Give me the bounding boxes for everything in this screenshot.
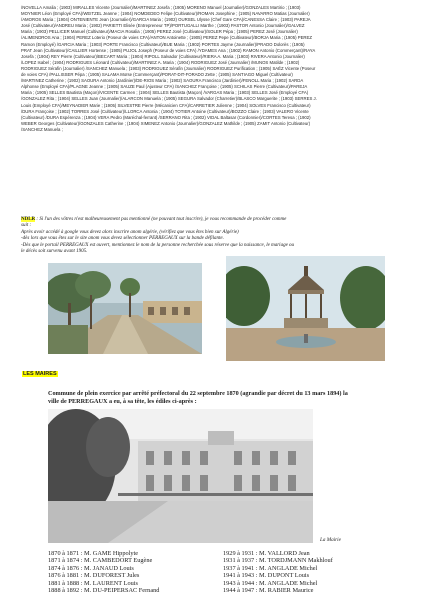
ndlr-label: NDLR: [21, 217, 36, 222]
mayors-list: [48, 550, 398, 594]
intro-text: Commune de plein exercice par arrêté préfectoral du 22 septembre 1870 (agrandie par décret du 13 mars 1894) la ville de PERREGAUX a eu, à sa tête, les édiles ci-après :: [48, 390, 348, 405]
note-text: -Dès que le portail PERREGAUX est ouvert, mentionnez le nom de la personne recherchée sous réserve que la naissance, le mariage ou: [21, 242, 295, 248]
list-line: Ramon (Employé) /GARCIA Maria ; (1903) PORTE Francisco (Cultivateur)/BUE Maria ; (1902) PORTES Jayme (Journalier)/PRADO Dolorès ; (1905): [21, 41, 305, 47]
list-line: PRAT Jean (Cultivateur)/CAILLIER Hortense ; (1905) PUJOL Joseph (Poseur de voies CFA) /YDAMES Ana ; (1902) RAMON Antonio (Commerçant)/RAYA: [21, 47, 316, 53]
list-line: WEBER Georges (Cultivateur)/GONZALES Catherine ; (1904) XIMENEZ Antonio (Journalier)/GONZALEZ Mathilde ; (1905) ZAMIT Antonio (Cultivateur): [21, 120, 311, 126]
list-item: 1881 à 1888 : M. LAURENT Louis 1943 à 1944 : M. ANGLADE Michel: [48, 579, 318, 587]
note-text: Après avoir accédé à google vous devez alors inscrire anom algérie, (vérifiez que vous êtes bien sur Algérie): [21, 229, 239, 235]
list-line: José (Cultivateur)/ANDREU Maria ; (1902) PARIETTI Elisée (Entrepreneur TP)/PORTUGALLI Marthe ; (1903) PASTOR Antonio (Journalier)/GALVEZ: [21, 23, 305, 29]
note-text: suit :: [21, 223, 32, 229]
list-line: /DURA Françoise ; (1902) TORRES José (Cultivateur)/LLORCA Antonia ; (1904) TOTIER Antoine (Cultivateur)/BOZZO Claire ; (1903) VALERO Vicente: [21, 108, 309, 114]
editor-note: [21, 217, 411, 255]
list-line: Alphonse (Employé CFA)/PLAGNE Jeanne ; (1905) SAUZE Paul (Ajusteur CFA) /SANCHEZ Françoise ; (1905) SCHILAS Pierre (Cultivateur)/PAREJA: [21, 84, 308, 90]
list-line: /MARTINEZ Catherine ; (1902) SAOURA Antonio (Jardinier)/DE-RIOS Maria ; (1902) SAOURA Francisco (Jardinier)/FENOLL Maria ; (1902) SARDA: [21, 78, 304, 84]
list-line: RODRIGUEZ Sérafin (Journalier) /SANCHEZ Manuela ; (1903) RODRIGUEZ Sérafin (Journalier) RODRIGUEZ Purification ; (1905) SAËZ Vicente (Poseur: [21, 65, 316, 71]
list-line: /LOPEZ Isabel ; (1904) RODRIGUES Léonard (Cultivateur)/MARTINEZ A. Maria ; (1904) RODRIGUEZ José (Journalier) /MUNOS Matilde ; (1902): [21, 59, 300, 65]
list-line: /SANCHEZ Manuela ;: [21, 126, 63, 132]
list-line: /AMOROS Maria ; (1904) ONTENIENTE Jean (Journalier)/GARCIA Maria ; (1902) OURSEL Ulysse (Chef Gare CFA)/CANESSA Claire ; (1903) PAREJA: [21, 17, 311, 23]
list-line: /GONZALEZ Rita ; (1904) SELLES Juan (Journalier)/ALARCON Manuela ; (1905) SEGURA Salvador (Charretier)/BLASCO Marguerite ; (1903) SERRES J.: [21, 96, 317, 102]
town-hall-photo: [48, 409, 313, 543]
list-line: MOYNIER Léon (Employé CFA)/WEITZEL Jeanne ; (1904) NOMDEDEO Felipe (Cultivateur)/ROMAN Josephine ; (1905) NAVARRO Matias (Journalier): [21, 11, 310, 17]
list-line: Louis (Employé CFA)/MEYNADIER Marie ; (1905) SILVESTRE Pierre (Mécanicien CFA)/CARRETIER Julienne ; (1904) SOLVES Francisco (Cultivateur): [21, 102, 311, 108]
marriage-list: [21, 5, 411, 133]
list-item: 1888 à 1892 : M. DU-PEIPERSAC Fernand 1944 à 1947 : M. RABIER Maurice: [48, 587, 314, 595]
note-text: le décès soit survenu avant 1905.: [21, 249, 88, 255]
photo-caption: La Mairie: [320, 537, 341, 543]
list-line: /NOVELLA Amalia ; (1903) MIRALLES Vicente (Journalier)/MARTINEZ Josefa ; (1905) MORENO Manuel (Journalier)/GONZALES Martirio ; (1903): [21, 5, 301, 10]
list-item: 1870 à 1871 : M. GAME Hippolyte 1929 à 1931 : M. VALLORD Jean: [48, 550, 310, 557]
list-item: 1871 à 1874 : M. CAMBEDORT Eugène 1931 à 1937 : M. TORDJMANN Makhlouf: [48, 557, 333, 565]
list-line: (Cultivateur) /DURA Espérenza ; (1904) VERA Pedro (Maréchal-ferrant) /SERRANO Rita ; (1902) VIDAL Baltasar (Cordonnier)/CORTES Teresa ; (1902): [21, 114, 311, 120]
list-item: 1876 à 1881 : M. DUFOREST Jules 1941 à 1943 : M. DUPONT Louis: [48, 572, 310, 580]
note-text: -dès lors que vous êtes sur le site anom vous devez sélectionner PERREGAUX sur la bande défilante.: [21, 236, 224, 242]
bandstand-photo: [226, 256, 385, 361]
list-line: /ALIMENDROS Ana ; (1904) PEREZ Loterio (Poseur de voies CFA)/ANTON Antoinette ; (1905) PEREZ Pepe (Cultivateur)/BORJA Maria ; (1905) PEREZ: [21, 35, 313, 41]
note-text: : Si l'un des vôtres n'est malheureusement pas mentionné (ne pouvant tout inscrire), je vous recommande de procéder comme: [35, 217, 287, 222]
section-heading: LES MAIRES: [23, 371, 57, 377]
list-line: Maria ; (1903) PELLICER Manuel (Cultivateur)/MACIA Rosalia ; (1905) PEREZ José (Cultivateur)/SOLER Pépa ; (1905) PEREZ José (Journalier): [21, 29, 298, 35]
list-line: de voies CFA) /PALLISSER Pépa ; (1905) SALAMA Moïse (Commerçant)/PORAT-DIT-FORADO Zette ; (1905) SANTIAGO Miguel (Cultivateur): [21, 72, 293, 78]
list-line: Maria ; (1905) SELLES Bautista (Maçon)/VICENTE Carmen ; (1904) SELLES Bautista (Maçon) /VARGAS Maria ; (1903) SELLES José (Employé CFA): [21, 90, 309, 96]
list-line: Josefa ; (1904) REY Pierre (Cultivateur)/BECART Maria ; (1904) RIPOLL Salvador (Cultivateur)/RIERA A. Maria ; (1903) RIVERA Antonio (Journalier): [21, 53, 305, 59]
list-item: 1874 à 1876 : M. JANAUD Louis 1937 à 1941 : M. ANGLADE Michel: [48, 564, 318, 572]
street-photo: [48, 263, 202, 354]
